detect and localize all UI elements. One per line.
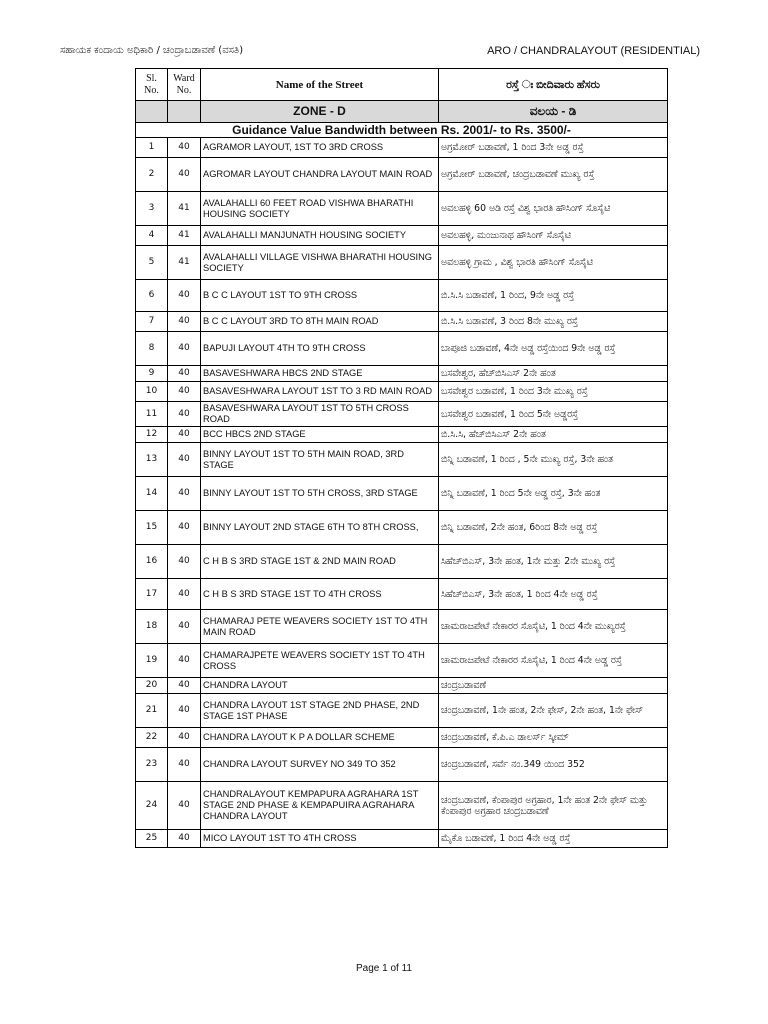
row-street-kn: ಚಾಮರಾಜಪೇಟೆ ನೇಕಾರರ ಸೊಸೈಟಿ, 1 ರಿಂದ 4ನೇ ಅಡ್ಡ ರಸ್ತೆ: [439, 644, 668, 678]
table-row: [136, 366, 668, 382]
row-ward: 41: [168, 246, 201, 280]
row-sl: 7: [136, 312, 168, 332]
row-street-en: BINNY LAYOUT 1ST TO 5TH CROSS, 3RD STAGE: [201, 477, 439, 511]
table-row: [136, 579, 668, 610]
table-row: [136, 280, 668, 312]
row-street-en: AVALAHALLI 60 FEET ROAD VISHWA BHARATHI HOUSING SOCIETY: [201, 192, 439, 226]
row-street-en: BCC HBCS 2ND STAGE: [201, 427, 439, 443]
row-sl: 10: [136, 382, 168, 402]
row-street-kn: ಬಿನ್ನಿ ಬಡಾವಣೆ, 1 ರಿಂದ 5ನೇ ಅಡ್ಡ ರಸ್ತೆ, 3ನೇ ಹಂತ: [439, 477, 668, 511]
row-street-kn: ಬಸವೇಶ್ವರ ಬಡಾವಣೆ, 1 ರಿಂದ 3ನೇ ಮುಖ್ಯ ರಸ್ತೆ: [439, 382, 668, 402]
table-row: [136, 443, 668, 477]
row-sl: 17: [136, 579, 168, 610]
table-row: [136, 830, 668, 848]
table-row: [136, 748, 668, 782]
row-sl: 2: [136, 158, 168, 192]
row-street-kn: ಸಿಹೆಚ್‌ಬಿಎಸ್, 3ನೇ ಹಂತ, 1ನೇ ಮತ್ತು 2ನೇ ಮುಖ್ಯ ರಸ್ತೆ: [439, 545, 668, 579]
row-sl: 11: [136, 402, 168, 427]
row-street-kn: ಬಿನ್ನಿ ಬಡಾವಣೆ, 1 ರಿಂದ , 5ನೇ ಮುಖ್ಯ ರಸ್ತೆ, 3ನೇ ಹಂತ: [439, 443, 668, 477]
row-ward: 40: [168, 545, 201, 579]
street-table: [135, 68, 668, 848]
header-left-title: ಸಹಾಯಕ ಕಂದಾಯ ಅಧಿಕಾರಿ / ಚಂದ್ರಾಬಡಾವಣೆ (ವಸತಿ): [60, 45, 244, 56]
row-ward: 40: [168, 748, 201, 782]
bandwidth-label: Guidance Value Bandwidth between Rs. 2001/- to Rs. 3500/-: [136, 123, 668, 138]
row-street-en: CHANDRA LAYOUT SURVEY NO 349 TO 352: [201, 748, 439, 782]
row-sl: 25: [136, 830, 168, 848]
row-ward: 40: [168, 694, 201, 728]
row-street-en: AVALAHALLI MANJUNATH HOUSING SOCIETY: [201, 226, 439, 246]
row-ward: 40: [168, 610, 201, 644]
row-ward: 41: [168, 226, 201, 246]
row-street-en: AVALAHALLI VILLAGE VISHWA BHARATHI HOUSING SOCIETY: [201, 246, 439, 280]
row-ward: 40: [168, 511, 201, 545]
row-street-en: CHAMARAJPETE WEAVERS SOCIETY 1ST TO 4TH CROSS: [201, 644, 439, 678]
row-sl: 1: [136, 138, 168, 158]
row-street-en: B C C LAYOUT 1ST TO 9TH CROSS: [201, 280, 439, 312]
row-street-kn: ಚಾಮರಾಜಪೇಟೆ ನೇಕಾರರ ಸೊಸೈಟಿ, 1 ರಿಂದ 4ನೇ ಮುಖ್ಯರಸ್ತೆ: [439, 610, 668, 644]
row-street-en: BASAVESHWARA LAYOUT 1ST TO 5TH CROSS ROAD: [201, 402, 439, 427]
row-ward: 40: [168, 366, 201, 382]
row-ward: 40: [168, 579, 201, 610]
zone-label-kn: ವಲಯ - ಡಿ: [439, 101, 668, 123]
col-name-kn-header: ರಸ್ತೆ ಃ ಬೀದಿವಾರು ಹೆಸರು: [439, 69, 668, 101]
table-row: [136, 694, 668, 728]
row-street-kn: ಬಿ.ಸಿ.ಸಿ ಬಡಾವಣೆ, 3 ರಿಂದ 8ನೇ ಮುಖ್ಯ ರಸ್ತೆ: [439, 312, 668, 332]
row-ward: 40: [168, 830, 201, 848]
row-ward: 40: [168, 280, 201, 312]
row-street-kn: ಬಸವೇಶ್ವರ, ಹೆಚ್‌ಬಿಸಿಎಸ್ 2ನೇ ಹಂತ: [439, 366, 668, 382]
row-street-en: CHAMARAJ PETE WEAVERS SOCIETY 1ST TO 4TH MAIN ROAD: [201, 610, 439, 644]
table-row: [136, 402, 668, 427]
row-street-en: BASAVESHWARA HBCS 2ND STAGE: [201, 366, 439, 382]
col-name-header: Name of the Street: [201, 69, 439, 101]
row-street-en: AGROMAR LAYOUT CHANDRA LAYOUT MAIN ROAD: [201, 158, 439, 192]
row-sl: 21: [136, 694, 168, 728]
row-street-kn: ಅಗ್ರಮೋರ್ ಬಡಾವಣೆ, 1 ರಿಂದ 3ನೇ ಅಡ್ಡ ರಸ್ತೆ: [439, 138, 668, 158]
row-street-en: MICO LAYOUT 1ST TO 4TH CROSS: [201, 830, 439, 848]
table-row: [136, 226, 668, 246]
row-street-kn: ಅವಲಹಳ್ಳಿ 60 ಅಡಿ ರಸ್ತೆ ವಿಶ್ವ ಭಾರತಿ ಹೌಸಿಂಗ್ ಸೊಸೈಟಿ: [439, 192, 668, 226]
row-sl: 18: [136, 610, 168, 644]
row-street-en: CHANDRALAYOUT KEMPAPURA AGRAHARA 1ST STAGE 2ND PHASE & KEMPAPUIRA AGRAHARA CHANDRA LAYOUT: [201, 782, 439, 830]
row-street-en: CHANDRA LAYOUT K P A DOLLAR SCHEME: [201, 728, 439, 748]
row-street-kn: ಸಿಹೆಚ್‌ಬಿಎಸ್, 3ನೇ ಹಂತ, 1 ರಿಂದ 4ನೇ ಅಡ್ಡ ರಸ್ತೆ: [439, 579, 668, 610]
row-sl: 8: [136, 332, 168, 366]
page-number: Page 1 of 11: [356, 963, 412, 974]
row-street-en: C H B S 3RD STAGE 1ST & 2ND MAIN ROAD: [201, 545, 439, 579]
row-street-kn: ಚಂದ್ರಬಡಾವಣೆ, ಕೆ.ಪಿ.ಎ ಡಾಲರ್ಸ್ ಸ್ಕೀಮ್: [439, 728, 668, 748]
row-sl: 5: [136, 246, 168, 280]
col-ward-header: Ward No.: [168, 69, 201, 101]
row-street-en: BINNY LAYOUT 1ST TO 5TH MAIN ROAD, 3RD STAGE: [201, 443, 439, 477]
row-sl: 15: [136, 511, 168, 545]
row-street-kn: ಚಂದ್ರಬಡಾವಣೆ: [439, 678, 668, 694]
row-street-kn: ಚಂದ್ರಬಡಾವಣೆ, ಕೆಂಪಾಪುರ ಅಗ್ರಹಾರ, 1ನೇ ಹಂತ 2ನೇ ಫೇಸ್ ಮತ್ತು ಕೆಂಪಾಪುರ ಅಗ್ರಹಾರ ಚಂದ್ರಬಡಾವಣೆ: [439, 782, 668, 830]
table-header-row: [136, 69, 668, 101]
row-ward: 40: [168, 382, 201, 402]
row-sl: 13: [136, 443, 168, 477]
row-sl: 23: [136, 748, 168, 782]
table-row: [136, 728, 668, 748]
row-sl: 12: [136, 427, 168, 443]
row-street-kn: ಬಿನ್ನಿ ಬಡಾವಣೆ, 2ನೇ ಹಂತ, 6ರಿಂದ 8ನೇ ಅಡ್ಡ ರಸ್ತೆ: [439, 511, 668, 545]
table-row: [136, 477, 668, 511]
row-ward: 40: [168, 312, 201, 332]
row-street-en: CHANDRA LAYOUT: [201, 678, 439, 694]
row-ward: 40: [168, 477, 201, 511]
table-row: [136, 545, 668, 579]
col-sl-header: Sl. No.: [136, 69, 168, 101]
bandwidth-row: [136, 123, 668, 138]
row-street-en: AGRAMOR LAYOUT, 1ST TO 3RD CROSS: [201, 138, 439, 158]
row-street-en: BASAVESHWARA LAYOUT 1ST TO 3 RD MAIN ROAD: [201, 382, 439, 402]
row-street-en: BINNY LAYOUT 2ND STAGE 6TH TO 8TH CROSS,: [201, 511, 439, 545]
table-row: [136, 382, 668, 402]
row-street-kn: ಅಗ್ರಮೋರ್ ಬಡಾವಣೆ, ಚಂದ್ರಬಡಾವಣೆ ಮುಖ್ಯ ರಸ್ತೆ: [439, 158, 668, 192]
table-row: [136, 427, 668, 443]
row-ward: 40: [168, 782, 201, 830]
row-ward: 40: [168, 158, 201, 192]
row-street-kn: ಬಿ.ಸಿ.ಸಿ, ಹೆಚ್‌ಬಿಸಿಎಸ್ 2ನೇ ಹಂತ: [439, 427, 668, 443]
table-row: [136, 192, 668, 226]
row-sl: 16: [136, 545, 168, 579]
table-row: [136, 246, 668, 280]
row-ward: 40: [168, 427, 201, 443]
row-street-kn: ಅವಲಹಳ್ಳಿ, ಮಂಜುನಾಥ ಹೌಸಿಂಗ್ ಸೊಸೈಟಿ: [439, 226, 668, 246]
row-street-kn: ಬಾಪೂಜಿ ಬಡಾವಣೆ, 4ನೇ ಅಡ್ಡ ರಸ್ತೆಯಿಂದ 9ನೇ ಅಡ್ಡ ರಸ್ತೆ: [439, 332, 668, 366]
row-ward: 40: [168, 402, 201, 427]
zone-row: [136, 101, 668, 123]
table-row: [136, 138, 668, 158]
row-street-kn: ಚಂದ್ರಬಡಾವಣೆ, ಸರ್ವೆ ನಂ.349 ಯಿಂದ 352: [439, 748, 668, 782]
row-ward: 40: [168, 644, 201, 678]
table-row: [136, 312, 668, 332]
table-row: [136, 610, 668, 644]
row-ward: 40: [168, 678, 201, 694]
row-street-kn: ಮೈಕೊ ಬಡಾವಣೆ, 1 ರಿಂದ 4ನೇ ಅಡ್ಡ ರಸ್ತೆ: [439, 830, 668, 848]
table-row: [136, 678, 668, 694]
row-sl: 14: [136, 477, 168, 511]
row-ward: 40: [168, 443, 201, 477]
zone-label-en: ZONE - D: [201, 101, 439, 123]
row-street-en: BAPUJI LAYOUT 4TH TO 9TH CROSS: [201, 332, 439, 366]
table-row: [136, 644, 668, 678]
row-sl: 3: [136, 192, 168, 226]
row-street-en: CHANDRA LAYOUT 1ST STAGE 2ND PHASE, 2ND STAGE 1ST PHASE: [201, 694, 439, 728]
table-row: [136, 158, 668, 192]
table-row: [136, 782, 668, 830]
table-row: [136, 511, 668, 545]
table-row: [136, 332, 668, 366]
row-sl: 22: [136, 728, 168, 748]
row-street-en: C H B S 3RD STAGE 1ST TO 4TH CROSS: [201, 579, 439, 610]
row-ward: 40: [168, 138, 201, 158]
row-street-kn: ಚಂದ್ರಬಡಾವಣೆ, 1ನೇ ಹಂತ, 2ನೇ ಫೇಸ್, 2ನೇ ಹಂತ, 1ನೇ ಫೇಸ್: [439, 694, 668, 728]
row-street-kn: ಅವಲಹಳ್ಳಿ ಗ್ರಾಮ , ವಿಶ್ವ ಭಾರತಿ ಹೌಸಿಂಗ್ ಸೊಸೈಟಿ: [439, 246, 668, 280]
row-ward: 40: [168, 728, 201, 748]
row-sl: 4: [136, 226, 168, 246]
row-street-kn: ಬಸವೇಶ್ವರ ಬಡಾವಣೆ, 1 ರಿಂದ 5ನೇ ಅಡ್ಡರಸ್ತೆ: [439, 402, 668, 427]
row-ward: 40: [168, 332, 201, 366]
row-street-kn: ಬಿ.ಸಿ.ಸಿ ಬಡಾವಣೆ, 1 ರಿಂದ, 9ನೇ ಅಡ್ಡ ರಸ್ತೆ: [439, 280, 668, 312]
row-sl: 24: [136, 782, 168, 830]
row-sl: 9: [136, 366, 168, 382]
header-right-title: ARO / CHANDRALAYOUT (RESIDENTIAL): [487, 45, 700, 57]
row-ward: 41: [168, 192, 201, 226]
row-street-en: B C C LAYOUT 3RD TO 8TH MAIN ROAD: [201, 312, 439, 332]
row-sl: 19: [136, 644, 168, 678]
row-sl: 20: [136, 678, 168, 694]
row-sl: 6: [136, 280, 168, 312]
